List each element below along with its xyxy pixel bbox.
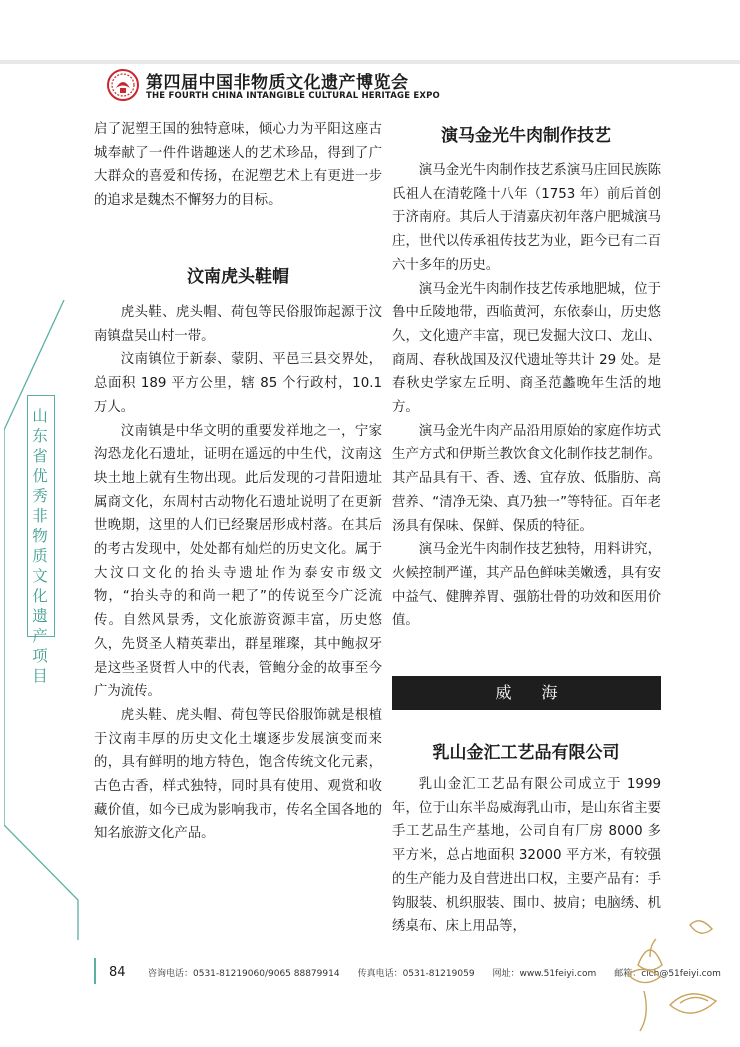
right-paragraph: 演马金光牛肉制作技艺独特，用料讲究，火候控制严谨，其产品色鲜味美嫩透，具有安中益气、健脾养胃、强筋壮骨的功效和医用价值。 — [392, 542, 661, 629]
right-paragraph: 演马金光牛肉产品沿用原始的家庭作坊式生产方式和伊斯兰教饮食文化制作技艺制作。其产品具有干、香、透、宜存放、低脂肪、高营养、“清净无染、真乃独一”等特征。百年老汤具有保味、保鲜、保质的特征。 — [392, 423, 661, 534]
footer-website[interactable]: 网址：www.51feiyi.com — [492, 969, 597, 979]
right-paragraph: 演马金光牛肉制作技艺传承地肥城，位于鲁中丘陵地带，西临黄河，东依泰山，历史悠久，文化遗产丰富，现已发掘大汶口、龙山、商周、春秋战国及汉代遗址等共计 29 处。是春秋史学家左丘明、商圣范蠡晚年生活的地方。 — [392, 281, 661, 416]
section-title-wennan: 汶南虎头鞋帽 — [187, 267, 289, 287]
section-title-jinhui: 乳山金汇工艺品有限公司 — [432, 743, 620, 763]
header-bar — [0, 60, 740, 64]
left-intro — [94, 118, 382, 213]
left-paragraph: 汶南镇位于新泰、蒙阴、平邑三县交界处，总面积 189 平方公里，辖 85 个行政村，10.1 万人。 — [94, 352, 382, 415]
header-title-cn: 第四届中国非物质文化遗产博览会 — [146, 73, 409, 93]
region-banner: 威海 — [392, 676, 661, 710]
expo-logo-icon — [107, 69, 139, 101]
right-paragraph: 演马金光牛肉制作技艺系演马庄回民族陈氏祖人在清乾隆十八年（1753 年）前后首创于济南府。其后人于清嘉庆初年落户肥城演马庄，世代以传承祖传技艺为业，距今已有二百六十多年的历史。 — [392, 163, 661, 273]
left-paragraph: 汶南镇是中华文明的重要发祥地之一，宁家沟恐龙化石遗址，证明在遥远的中生代，汶南这块土地上就有生物出现。此后发现的刁昔阳遗址属商文化，东周村古动物化石遗址说明了在更新世晚期，这里的人们已经聚居形成村落。在其后的考古发现中，处处都有灿烂的历史文化。属于大汶口文化的抬头寺遗址作为泰安市级文物，“抬头寺的和尚一耙了”的传说至今广泛流传。自然风景秀，文化旅游资源丰富，历史悠久，先贤圣人精英辈出，群星璀璨，其中鲍叔牙是这些圣贤哲人中的代表，管鲍分金的故事至今广为流传。 — [94, 423, 382, 700]
sidebar-label: 山东省优秀非物质文化遗产项目 — [32, 407, 48, 685]
header-title-en: THE FOURTH CHINA INTANGIBLE CULTURAL HERITAGE EXPO — [146, 91, 440, 101]
right-body — [392, 159, 661, 633]
right-paragraph: 乳山金汇工艺品有限公司成立于 1999 年，位于山东半岛威海乳山市，是山东省主要手工艺品生产基地，公司自有厂房 8000 多平方米，总占地面积 32000 平方米，有较强的生产能力及自营进出口权，主要产品有：手钩服装、机织服装、围巾、披肩；电脑绣、机绣桌布、床上用品等， — [392, 777, 661, 935]
page-number: 84 — [109, 965, 126, 980]
footer-phone: 咨询电话：0531-81219060/9065 88879914 — [148, 969, 340, 979]
footer-email[interactable]: 邮箱：cich@51feiyi.com — [614, 969, 721, 979]
section-title-yanma: 演马金光牛肉制作技艺 — [441, 126, 611, 146]
left-body — [94, 301, 382, 846]
left-intro-paragraph: 启了泥塑王国的独特意味，倾心力为平阳这座古城奉献了一件件谐趣迷人的艺术珍品，得到了广大群众的喜爱和传扬，在泥塑艺术上有更进一步的追求是魏杰不懈努力的目标。 — [94, 122, 382, 209]
footer-divider — [94, 958, 96, 984]
lotus-calligraphy-icon — [620, 905, 732, 1035]
left-paragraph: 虎头鞋、虎头帽、荷包等民俗服饰起源于汶南镇盘吴山村一带。 — [94, 305, 382, 344]
left-paragraph: 虎头鞋、虎头帽、荷包等民俗服饰就是根植于汶南丰厚的历史文化土壤逐步发展演变而来的，具有鲜明的地方特色，饱含传统文化元素，古色古香，样式独特，同时具有使用、观赏和收藏价值，如今已成为影响我市，传名全国各地的知名旅游文化产品。 — [94, 707, 382, 842]
footer-fax: 传真电话：0531-81219059 — [357, 969, 475, 979]
